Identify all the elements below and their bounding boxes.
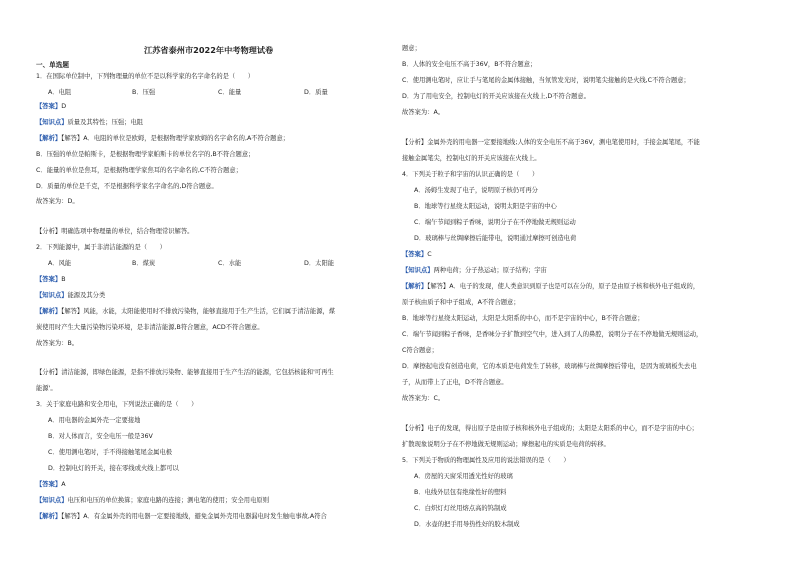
answer-tag: 【答案】 [36,481,62,488]
answer-row [36,480,66,490]
final-answer-line: 故答案为：D。 [36,198,79,205]
question-5-stem: 5．下列关于物质的物理属性及应用的说法错误的是（ ） [402,457,570,464]
explanation-line [402,282,699,292]
option-b: B．煤炭 [132,260,156,267]
explanation-line: B．人体的安全电压不高于36V，B不符合题意； [402,61,537,68]
explanation-tag: 【解析】 [402,283,428,290]
answer-value: B [61,276,66,283]
answer-row [402,250,432,260]
knowledge-point-row [402,266,547,276]
question-3-stem: 3．关于家庭电路和安全用电，下列说法正确的是（ ） [36,401,198,408]
explanation-tag: 【解析】 [36,135,62,142]
option-d: D．质量 [304,89,328,96]
knowledge-point-tag: 【知识点】 [402,267,434,274]
explanation-line: 原子核由质子和中子组成，A不符合题意； [402,299,520,306]
answer-value: C [427,251,432,258]
right-column [402,0,758,562]
option-b: B．地球等行星绕太阳运动，说明太阳是宇宙的中心 [414,203,557,210]
knowledge-point-text: 两种电荷；分子热运动；原子结构；宇宙 [433,267,547,274]
question-1-options [48,88,392,98]
explanation-line [36,307,335,317]
analysis-line: 扩散现象说明分子在不停地做无规则运动；摩擦起电的实质是电荷的转移。 [402,441,610,448]
answer-tag: 【答案】 [36,276,62,283]
knowledge-point-tag: 【知识点】 [36,292,68,299]
option-b: B．对人体而言，安全电压一般是36V [48,433,153,440]
option-a: A．房屋的天窗采用透光性好的玻璃 [414,473,513,480]
explanation-text: 【解答】A．电阻的单位是欧姆，是根据物理学家欧姆的名字命名的,A不符合题意； [61,135,290,142]
knowledge-point-tag: 【知识点】 [36,497,68,504]
knowledge-point-tag: 【知识点】 [36,119,68,126]
explanation-line: B．压强的单位是帕斯卡，是根据物理学家帕斯卡的单位名字的,B不符合题意； [36,151,255,158]
knowledge-point-row [36,118,143,128]
question-1-stem: 1．在国际单位制中，下列物理量的单位不是以科学家的名字命名的是（ ） [36,73,255,80]
analysis-line: 【分析】电子的发现，得出原子是由原子核和核外电子组成的；太阳是太阳系的中心，而不是宇宙的中心； [402,425,698,432]
explanation-line: 炭使用时产生大量污染物污染环境，是非清洁能源,B符合题意，ACD不符合题意。 [36,324,264,331]
option-c: C．能量 [218,89,242,96]
section-heading: 一、单选题 [36,61,69,69]
question-2-options [48,259,392,269]
explanation-line: C．能量的单位是焦耳，是根据物理学家焦耳的名字命名的,C不符合题意； [36,167,242,174]
explanation-tag: 【解析】 [36,308,62,315]
final-answer-line: 故答案为：C。 [402,395,445,402]
explanation-text: 【解答】A．有金属外壳的用电器一定要接地线，避免金属外壳用电器漏电时发生触电事故,A符合 [61,513,327,520]
option-d: D．水壶的把手用导热性好的胶木制成 [414,521,520,528]
answer-value: D [61,103,67,110]
final-answer-line: 故答案为：B。 [36,340,79,347]
option-c: C．水能 [218,260,242,267]
option-d: D．太阳能 [304,260,335,267]
explanation-line: C．端午节闻到粽子香味，是香味分子扩散到空气中，进入到了人的鼻腔，说明分子在不停地做无规则运动， [402,331,703,338]
continued-line: 题意； [402,45,421,52]
option-b: B．电线外层包有绝缘性好的塑料 [414,489,507,496]
exam-title: 江苏省泰州市2022年中考物理试卷 [144,45,274,55]
explanation-tag: 【解析】 [36,513,62,520]
knowledge-point-row [36,496,269,506]
option-b: B．压强 [132,89,156,96]
option-d: D．控制电灯的开关，接在零线或火线上都可以 [48,465,179,472]
option-c: C．使用测电笔时，手不得接触笔尾金属电极 [48,449,173,456]
explanation-line: C．使用测电笔时，应让手与笔尾的金属体接触，当氖管发光时，说明笔尖接触的是火线,C不符合题意； [402,77,690,84]
option-a: A．汤姆生发现了电子，说明原子核仍可再分 [414,187,538,194]
left-column [36,0,392,562]
option-a: A．风能 [48,260,72,267]
analysis-line: 接触金属笔尖，控制电灯的开关应该接在火线上。 [402,155,541,162]
option-c: C．白炽灯灯丝用熔点高的钨制成 [414,505,507,512]
answer-row [36,102,66,112]
answer-tag: 【答案】 [36,103,62,110]
question-4-stem: 4．下列关于粒子和宇宙的认识正确的是（ ） [402,171,539,178]
knowledge-point-text: 能源及其分类 [67,292,106,299]
knowledge-point-row [36,291,105,301]
question-2-stem: 2．下列能源中，属于非清洁能源的是（ ） [36,244,166,251]
analysis-line: 【分析】金属外壳的用电器一定要接地线;人体的安全电压不高于36V，测电笔使用时，手接金属笔尾，不能 [402,139,700,146]
explanation-line [36,134,289,144]
option-c: C．端午节闻到粽子香味，说明分子在不停地做无规则运动 [414,219,576,226]
answer-value: A [61,481,66,488]
explanation-line: D．为了用电安全，控制电灯的开关应该接在火线上,D不符合题意。 [402,93,591,100]
analysis-line: 【分析】明确选项中物理量的单位，结合物理常识解答。 [36,228,194,235]
explanation-line [36,512,327,522]
knowledge-point-text: 质量及其特性；压强；电阻 [67,119,144,126]
explanation-text: 【解答】A．电子的发现，使人类意识到原子也是可以在分的，原子是由原子核和核外电子组成的， [427,283,700,290]
analysis-line: 【分析】清洁能源，即绿色能源，是指不排放污染物、能够直接用于生产生活的能源，它包括核能和'可再生 [36,369,334,376]
option-d: D．玻璃棒与丝绸摩擦后能带电，说明通过摩擦可创造电荷 [414,235,577,242]
option-a: A．电阻 [48,89,72,96]
knowledge-point-text: 电压和电压的单位换算；家庭电路的连接；测电笔的使用；安全用电原则 [67,497,269,504]
final-answer-line: 故答案为：A。 [402,109,445,116]
explanation-line: C符合题意； [402,347,438,354]
answer-tag: 【答案】 [402,251,428,258]
answer-row [36,275,66,285]
option-a: A．用电器的金属外壳一定要接地 [48,417,141,424]
explanation-line: D．质量的单位是千克，不是根据科学家名字命名的,D符合题意。 [36,183,218,190]
explanation-line: 子，从而带上了正电，D不符合题意。 [402,379,508,386]
analysis-line: 能源'。 [36,385,57,392]
explanation-line: B．地球等行星绕太阳运动，太阳是太阳系的中心，而不是宇宙的中心，B不符合题意； [402,315,644,322]
explanation-line: D．摩擦起电没有创造电荷，它的本质是电荷发生了转移，玻璃棒与丝绸摩擦后带电，是因为玻璃板失去电 [402,363,697,370]
explanation-text: 【解答】风能，水能，太阳能使用时不排放污染物，能够直接用于生产生活，它们属于清洁能源，煤 [61,308,336,315]
